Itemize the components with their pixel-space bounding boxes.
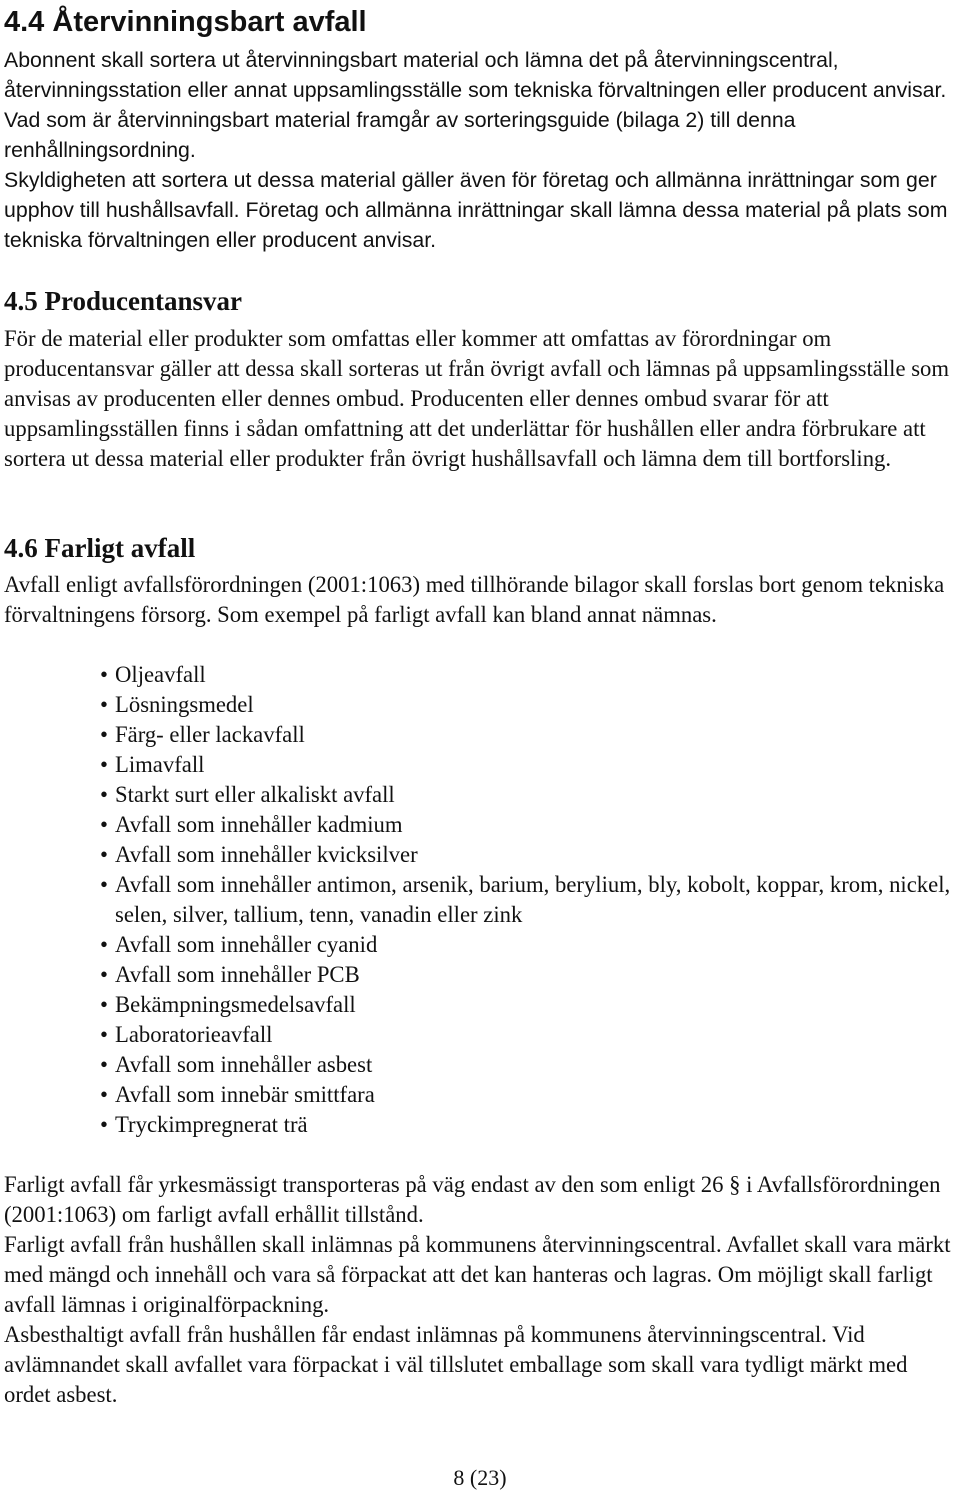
list-item-text: Limavfall (115, 752, 205, 777)
list-item (100, 1110, 956, 1140)
list-item (100, 990, 956, 1020)
list-item-text: Avfall som innehåller asbest (115, 1052, 373, 1077)
bullet-icon: • (100, 932, 108, 957)
list-item (100, 1080, 956, 1110)
bullet-icon: • (100, 1022, 108, 1047)
list-item-text: Färg- eller lackavfall (115, 722, 305, 747)
list-item (100, 690, 956, 720)
paragraph-hazardous-transport: Farligt avfall får yrkesmässigt transporteras på väg endast av den som enligt 26 § i Avfallsförordningen (2001:1063) om farligt avfall erhållit tillstånd. (4, 1172, 941, 1227)
list-item (100, 750, 956, 780)
paragraph-hazardous-intro: Avfall enligt avfallsförordningen (2001:1063) med tillhörande bilagor skall forslas bort genom tekniska förvaltningens försorg. Som exempel på farligt avfall kan bland annat nämnas. (4, 572, 945, 627)
list-item-text: Tryckimpregnerat trä (115, 1112, 308, 1137)
list-item (100, 720, 956, 750)
list-item (100, 870, 956, 930)
paragraph-producer-responsibility: För de material eller produkter som omfattas eller kommer att omfattas av förordningar om producentansvar gäller att dessa skall sorteras ut från övrigt avfall och lämnas på uppsamlingsställe som anvisas av producenten eller dennes ombud. Producenten eller dennes ombud svarar för att uppsamlingsställen finns i sådan omfattning att det underlättar för hushållen eller andra förbrukare att sortera ut dessa material eller produkter från övrigt hushållsavfall och lämna dem till bortforsling. (4, 326, 950, 471)
page-number: 8 (23) (453, 1465, 507, 1490)
bullet-icon: • (100, 992, 108, 1017)
bullet-icon: • (100, 692, 108, 717)
list-item (100, 660, 956, 690)
bullet-icon: • (100, 752, 108, 777)
section-heading-4-5: 4.5 Producentansvar (4, 286, 243, 316)
list-item-text: Starkt surt eller alkaliskt avfall (115, 782, 395, 807)
paragraph-recycling-businesses: Skyldigheten att sortera ut dessa material gäller även för företag och allmänna inrättningar som ger upphov till hushållsavfall. Företag och allmänna inrättningar skall lämna dessa material på plats som tekniska förvaltningen eller producent anvisar. (4, 168, 948, 252)
list-item-text: Avfall som innehåller kadmium (115, 812, 403, 837)
bullet-icon: • (100, 782, 108, 807)
bullet-icon: • (100, 722, 108, 747)
paragraph-hazardous-households: Farligt avfall från hushållen skall inlämnas på kommunens återvinningscentral. Avfallet skall vara märkt med mängd och innehåll och vara så förpackat att det kan hanteras och lagras. Om möjligt skall farligt avfall lämnas i originalförpackning. (4, 1232, 951, 1317)
list-item-text: Avfall som innehåller kvicksilver (115, 842, 418, 867)
section-heading-4-4: 4.4 Återvinningsbart avfall (4, 6, 367, 38)
list-item (100, 930, 956, 960)
paragraph-recycling-sorting: Abonnent skall sortera ut återvinningsbart material och lämna det på återvinningscentral, återvinningsstation eller annat uppsamlingsställe som tekniska förvaltningen eller producent anvisar. Vad som är återvinningsbart material framgår av sorteringsguide (bilaga 2) till denna renhållningsordning. (4, 48, 947, 162)
list-item (100, 1050, 956, 1080)
hazardous-waste-list (100, 660, 956, 1140)
list-item-text: Lösningsmedel (115, 692, 254, 717)
list-item-text: Avfall som innehåller PCB (115, 962, 360, 987)
list-item (100, 780, 956, 810)
list-item-text: Avfall som innehåller antimon, arsenik, barium, berylium, bly, kobolt, koppar, krom, nickel, selen, silver, tallium, tenn, vanadin eller zink (115, 872, 951, 927)
list-item-text: Avfall som innehåller cyanid (115, 932, 378, 957)
bullet-icon: • (100, 1112, 108, 1137)
list-item (100, 960, 956, 990)
bullet-icon: • (100, 962, 108, 987)
bullet-icon: • (100, 842, 108, 867)
list-item (100, 1020, 956, 1050)
bullet-icon: • (100, 1052, 108, 1077)
list-item-text: Oljeavfall (115, 662, 206, 687)
list-item-text: Bekämpningsmedelsavfall (115, 992, 356, 1017)
bullet-icon: • (100, 1082, 108, 1107)
bullet-icon: • (100, 872, 108, 897)
paragraph-asbestos: Asbesthaltigt avfall från hushållen får endast inlämnas på kommunens återvinningscentral. Vid avlämnandet skall avfallet vara förpackat i väl tillslutet emballage som skall vara tydligt märkt med ordet asbest. (4, 1322, 908, 1407)
list-item (100, 810, 956, 840)
bullet-icon: • (100, 812, 108, 837)
bullet-icon: • (100, 662, 108, 687)
list-item-text: Avfall som innebär smittfara (115, 1082, 375, 1107)
section-heading-4-6: 4.6 Farligt avfall (4, 533, 196, 563)
list-item-text: Laboratorieavfall (115, 1022, 273, 1047)
list-item (100, 840, 956, 870)
